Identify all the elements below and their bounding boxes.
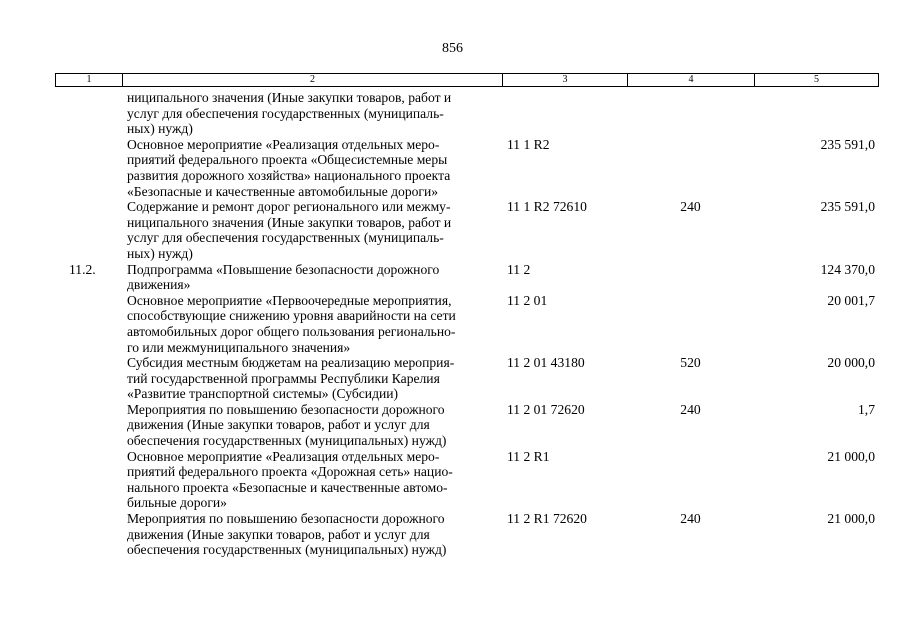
column-header: 3 xyxy=(503,74,628,87)
row-type: 240 xyxy=(680,401,701,417)
row-type: 240 xyxy=(680,511,701,527)
row-name: Мероприятия по повышению безопасности дорожного движения (Иные закупки товаров, работ и услуг для обеспечения государственных (муниципальных) нужд) xyxy=(127,511,447,558)
row-amount: 235 591,0 xyxy=(820,136,875,152)
row-name: ниципального значения (Иные закупки товаров, работ и услуг для обеспечения государственных (муниципаль- ных) нужд) xyxy=(127,90,452,137)
page-number: 856 xyxy=(442,41,463,56)
row-name: Мероприятия по повышению безопасности дорожного движения (Иные закупки товаров, работ и услуг для обеспечения государственных (муниципальных) нужд) xyxy=(127,401,447,449)
row-amount: 21 000,0 xyxy=(827,448,875,464)
row-code: 11 2 01 xyxy=(507,292,548,308)
table-row xyxy=(55,199,878,261)
table-row xyxy=(55,90,878,137)
table-row xyxy=(55,355,878,402)
table-row xyxy=(55,293,878,355)
row-code: 11 1 R2 72610 xyxy=(507,199,587,215)
budget-rows xyxy=(55,90,878,558)
table-row xyxy=(55,449,878,511)
row-amount: 1,7 xyxy=(858,401,875,417)
row-code: 11 2 01 43180 xyxy=(507,355,585,371)
table-row xyxy=(55,262,878,293)
table-row xyxy=(55,137,878,199)
row-code: 11 2 xyxy=(507,261,531,277)
row-type: 240 xyxy=(680,199,701,215)
row-code: 11 2 R1 xyxy=(507,448,550,464)
column-header-table xyxy=(55,73,879,87)
row-number: 11.2. xyxy=(69,261,96,277)
row-amount: 20 001,7 xyxy=(827,292,875,308)
row-name: Содержание и ремонт дорог регионального или межму- ниципального значения (Иные закупки товаров, работ и услуг для обеспечения государственных (муниципаль- ных) нужд) xyxy=(127,199,452,261)
row-amount: 20 000,0 xyxy=(827,355,875,371)
row-name: Основное мероприятие «Первоочередные мероприятия, способствующие снижению уровня аварийности на сети автомобильных дорог общего пользования регионально- го или межмуниципального значения» xyxy=(127,292,456,355)
row-name: Основное мероприятие «Реализация отдельных меро- приятий федерального проекта «Общесистемные меры развития дорожного хозяйства» национального проекта «Безопасные и качественные автомобильные дороги» xyxy=(127,136,451,199)
row-amount: 21 000,0 xyxy=(827,511,875,527)
column-header: 4 xyxy=(628,74,755,87)
row-name: Подпрограмма «Повышение безопасности дорожного движения» xyxy=(127,261,440,293)
row-code: 11 2 01 72620 xyxy=(507,401,585,417)
column-header: 5 xyxy=(755,74,879,87)
column-header-row xyxy=(56,74,879,87)
table-row xyxy=(55,402,878,449)
row-name: Основное мероприятие «Реализация отдельных меро- приятий федерального проекта «Дорожная сеть» нацио- нального проекта «Безопасные и качественные автомо- бильные дороги» xyxy=(127,448,453,511)
column-header: 1 xyxy=(56,74,123,87)
row-type: 520 xyxy=(680,355,701,371)
column-header: 2 xyxy=(123,74,503,87)
table-row xyxy=(55,511,878,558)
row-name: Субсидия местным бюджетам на реализацию мероприя- тий государственной программы Республики Карелия «Развитие транспортной системы» (Субсидии) xyxy=(127,355,455,402)
row-amount: 235 591,0 xyxy=(820,199,875,215)
row-amount: 124 370,0 xyxy=(820,261,875,277)
row-code: 11 2 R1 72620 xyxy=(507,511,587,527)
row-code: 11 1 R2 xyxy=(507,136,550,152)
